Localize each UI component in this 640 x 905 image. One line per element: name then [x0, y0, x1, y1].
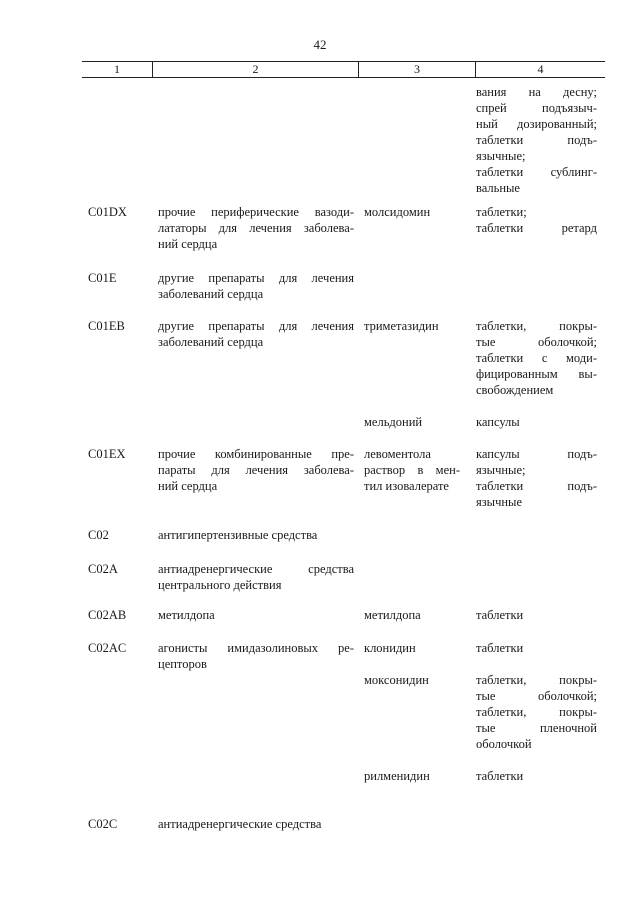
drug-name-line: левоментола: [364, 447, 431, 461]
atc-code: C02: [88, 528, 109, 542]
dosage-forms: [476, 768, 597, 784]
dosage-forms-line: таблетки: [476, 769, 524, 783]
dosage-forms-line: таблетки;: [476, 205, 527, 219]
page-number: 42: [313, 37, 327, 52]
atc-description-line: антиадренергические средства: [158, 562, 354, 576]
drug-name-line: метилдопа: [364, 608, 421, 622]
dosage-forms-line: ный дозированный;: [476, 117, 597, 131]
atc-description: [158, 527, 354, 543]
dosage-forms-line: язычные: [476, 495, 523, 509]
header-col-2: 2: [252, 62, 259, 76]
dosage-forms: [476, 607, 597, 623]
drug-name-line: рилменидин: [364, 769, 430, 783]
drug-name: [364, 640, 460, 656]
atc-description-line: лататоры для лечения заболева-: [158, 221, 354, 235]
dosage-forms-line: таблетки ретард: [476, 221, 597, 235]
dosage-forms-line: капсулы: [476, 415, 520, 429]
atc-code: C02C: [88, 817, 118, 831]
dosage-forms-line: тые оболочкой;: [476, 689, 597, 703]
drug-name: [364, 672, 460, 688]
dosage-forms-line: оболочкой: [476, 737, 532, 751]
dosage-forms-line: таблетки подъ-: [476, 133, 597, 147]
dosage-forms-line: фицированным вы-: [476, 367, 597, 381]
atc-description: [158, 640, 354, 672]
drug-name-line: молсидомин: [364, 205, 431, 219]
atc-description-line: цепторов: [158, 657, 207, 671]
atc-description: [158, 561, 354, 593]
drug-name: [364, 607, 460, 623]
atc-description-line: другие препараты для лечения: [158, 319, 354, 333]
atc-description-line: ний сердца: [158, 237, 218, 251]
header-col-3: 3: [414, 62, 420, 76]
atc-description: [158, 204, 354, 252]
atc-code: C02AB: [88, 608, 127, 622]
drug-name: [364, 414, 460, 430]
header-col-4: 4: [537, 62, 544, 76]
dosage-forms-line: таблетки: [476, 608, 524, 622]
atc-description: [158, 446, 354, 494]
dosage-forms-line: свобождением: [476, 383, 554, 397]
atc-code: C01E: [88, 271, 117, 285]
drug-name: [364, 446, 460, 494]
atc-description-line: метилдопа: [158, 608, 215, 622]
dosage-forms-line: капсулы подъ-: [476, 447, 597, 461]
drug-name-line: моксонидин: [364, 673, 429, 687]
dosage-forms-line: вания на десну;: [476, 85, 597, 99]
atc-description-line: центрального действия: [158, 578, 282, 592]
atc-code: C01EX: [88, 447, 126, 461]
dosage-forms-line: таблетки, покры-: [476, 705, 597, 719]
dosage-forms: [476, 318, 597, 398]
dosage-forms-line: вальные: [476, 181, 520, 195]
atc-description: [158, 270, 354, 302]
atc-description-line: другие препараты для лечения: [158, 271, 354, 285]
dosage-forms: [476, 204, 597, 236]
atc-description: [158, 816, 354, 832]
table-header: [82, 61, 605, 78]
dosage-forms: [476, 84, 597, 196]
dosage-forms-line: таблетки, покры-: [476, 673, 597, 687]
dosage-forms-line: язычные;: [476, 149, 526, 163]
atc-description: [158, 318, 354, 350]
drug-name-line: клонидин: [364, 641, 416, 655]
atc-description-line: антигипертензивные средства: [158, 528, 318, 542]
dosage-forms-line: тые пленочной: [476, 721, 597, 735]
atc-description-line: ний сердца: [158, 479, 218, 493]
header-col-1: 1: [114, 62, 120, 76]
dosage-forms-line: таблетки: [476, 641, 524, 655]
atc-code: C01EB: [88, 319, 125, 333]
atc-code: C02AC: [88, 641, 127, 655]
dosage-forms-line: тые оболочкой;: [476, 335, 597, 349]
drug-name: [364, 204, 460, 220]
atc-description-line: агонисты имидазолиновых ре-: [158, 641, 354, 655]
dosage-forms-line: таблетки подъ-: [476, 479, 597, 493]
dosage-forms: [476, 672, 597, 752]
drug-name-line: тил изовалерате: [364, 479, 449, 493]
drug-name: [364, 318, 460, 334]
dosage-forms: [476, 446, 597, 510]
drug-name-line: триметазидин: [364, 319, 439, 333]
drug-name-line: мельдоний: [364, 415, 423, 429]
dosage-forms: [476, 414, 597, 430]
dosage-forms-line: спрей подъязыч-: [476, 101, 597, 115]
dosage-forms-line: таблетки, покры-: [476, 319, 597, 333]
dosage-forms: [476, 640, 597, 656]
atc-code: C02A: [88, 562, 118, 576]
atc-description-line: параты для лечения заболева-: [158, 463, 354, 477]
atc-description-line: прочие периферические вазоди-: [158, 205, 354, 219]
atc-description: [158, 607, 354, 623]
atc-description-line: заболеваний сердца: [158, 287, 264, 301]
dosage-forms-line: таблетки сублинг-: [476, 165, 597, 179]
drug-name-line: раствор в мен-: [364, 463, 460, 477]
atc-code: C01DX: [88, 205, 127, 219]
atc-description-line: заболеваний сердца: [158, 335, 264, 349]
atc-description-line: антиадренергические средства: [158, 817, 322, 831]
dosage-forms-line: язычные;: [476, 463, 526, 477]
atc-description-line: прочие комбинированные пре-: [158, 447, 354, 461]
dosage-forms-line: таблетки с моди-: [476, 351, 597, 365]
drug-name: [364, 768, 460, 784]
